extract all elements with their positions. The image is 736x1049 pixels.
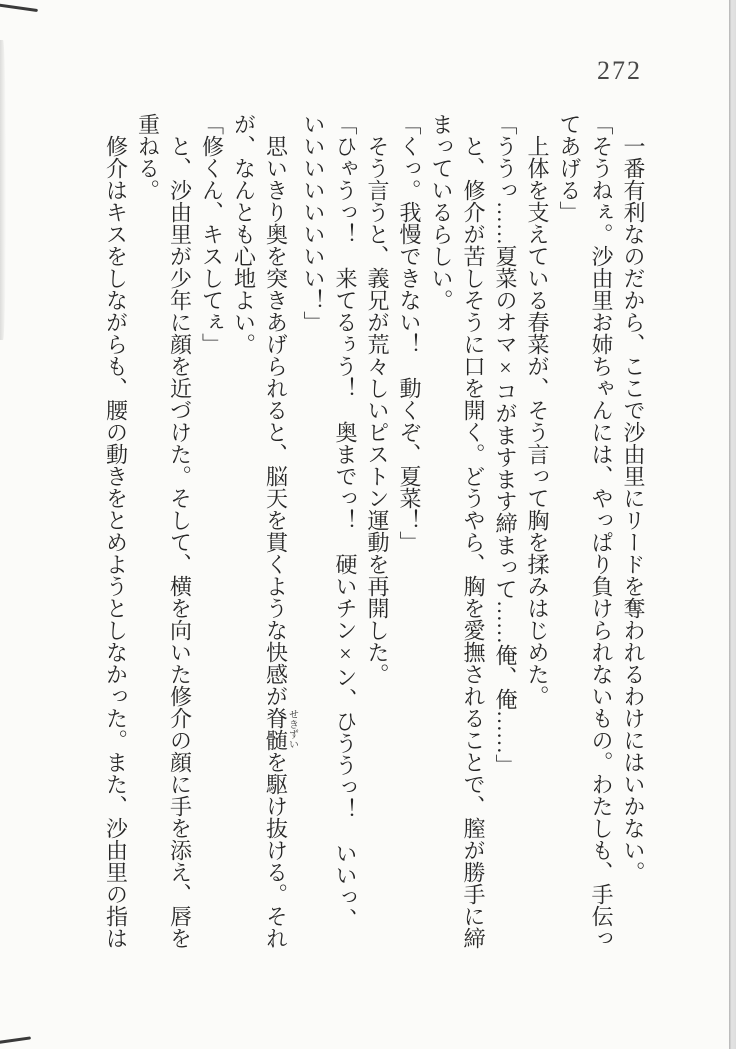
page-gutter-edge — [729, 0, 736, 1049]
paragraph: と、修介が苦しそうに口を開く。どうやら、胸を愛撫されることで、膣が勝手に締まっているらしい。 — [429, 113, 486, 949]
paragraph: 上体を支えている春菜が、そう言って胸を揉みはじめた。 — [525, 135, 550, 707]
paragraph: 「そうねぇ。沙由里お姉ちゃんには、やっぱり負けられないもの。わたしも、手伝ってあげる」 — [557, 113, 614, 949]
ruby-annotation: 脊髄せきずい — [263, 707, 298, 751]
paragraph: 「ううっ……夏菜のオマ×コがますます締まって……俺、俺……」 — [493, 113, 518, 776]
furigana: せきずい — [286, 707, 298, 751]
scan-artifact-bottom-left — [0, 1036, 31, 1044]
text-block — [100, 113, 650, 949]
paragraph: と、沙由里が少年に顔を近づけた。そして、横を向いた修介の顔に手を添え、唇を重ねる。 — [135, 113, 193, 949]
scan-smudge — [0, 40, 6, 340]
paragraph: 「くっ。我慢できない！ 動くぞ、夏菜！」 — [397, 113, 422, 553]
paragraph: 一番有利なのだから、ここで沙由里にリードを奪われるわけにはいかない。 — [621, 135, 646, 883]
scan-artifact-top-left — [0, 3, 38, 12]
paragraph: 思いきり奥を突きあげられると、脳天を貫くような快感が脊髄せきずいを駆け抜ける。それが、なんとも心地よい。 — [231, 113, 298, 949]
page-number: 272 — [597, 56, 642, 85]
paragraph: 修介はキスをしながらも、腰の動きをとめようとしなかった。また、沙由里の指は — [103, 135, 129, 949]
paragraph: 「ひゃうっ！ 来てるぅう！ 奥までっ！ 硬いチン×ン、ひううっ！ いいっ、いいいいいいいい！」 — [301, 113, 358, 930]
paragraph: そう言うと、義兄が荒々しいピストン運動を再開した。 — [365, 135, 390, 685]
paragraph: 「修くん、キスしてぇ」 — [199, 113, 225, 355]
